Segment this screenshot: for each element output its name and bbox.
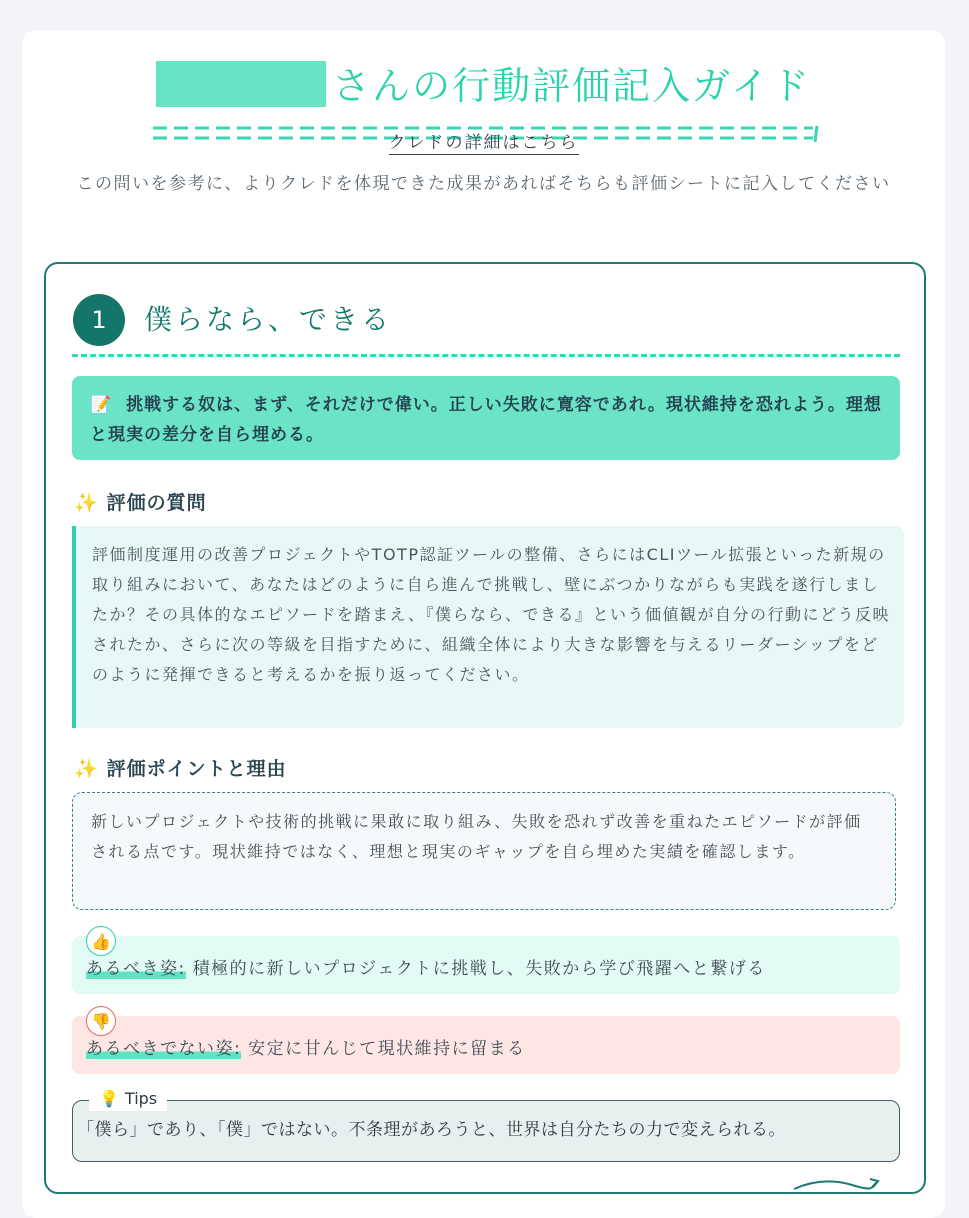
- section-divider: [72, 354, 900, 357]
- cred-detail-link[interactable]: クレドの詳細はこちら: [388, 133, 579, 153]
- credo-card: [44, 262, 926, 1194]
- cred-link-row: [22, 128, 945, 153]
- points-heading: [74, 754, 287, 781]
- squiggle-decoration: [792, 1175, 882, 1199]
- memo-icon: 📝: [90, 395, 113, 415]
- question-heading-label: 評価の質問: [106, 492, 207, 514]
- points-heading-label: 評価ポイントと理由: [106, 758, 287, 780]
- good-example-body: 積極的に新しいプロジェクトに挑戦し、失敗から学び飛躍へと繋げる: [185, 959, 766, 979]
- redacted-name: [156, 61, 326, 107]
- thumbs-down-icon: 👎: [86, 1006, 116, 1036]
- bad-example-label: あるべきでない姿:: [86, 1039, 242, 1059]
- sparkle-icon: ✨: [74, 758, 99, 780]
- motto-text: 挑戦する奴は、まず、それだけで偉い。正しい失敗に寛容であれ。現状維持を恐れよう。理想と現実の差分を自ら埋める。: [90, 395, 882, 445]
- good-example-text: [86, 954, 766, 979]
- page-container: [22, 30, 945, 1218]
- question-text: 評価制度運用の改善プロジェクトやTOTP認証ツールの整備、さらにはCLIツール拡張といった新規の取り組みにおいて、あなたはどのように自ら進んで挑戦し、壁にぶつかりながらも実践を遂行しましたか？その具体的なエピソードを踏まえ、『僕らなら、できる』という価値観が自分の行動にどう反映されたか、さらに次の等級を目指すために、組織全体により大きな影響を与えるリーダーシップをどのように発揮できると考えるかを振り返ってください。: [72, 526, 904, 728]
- tips-label-text: Tips: [124, 1089, 158, 1108]
- good-example-label: あるべき姿:: [86, 959, 186, 979]
- bad-example-row: [72, 1011, 900, 1074]
- good-example-row: [72, 931, 900, 994]
- page-title: さんの行動評価記入ガイド: [332, 64, 811, 108]
- bad-example-text: [86, 1034, 526, 1059]
- thumbs-up-icon: 👍: [86, 926, 116, 956]
- points-text: 新しいプロジェクトや技術的挑戦に果敢に取り組み、失敗を恐れず改善を重ねたエピソードが評価される点です。現状維持ではなく、理想と現実のギャップを自ら埋めた実績を確認します。: [72, 792, 896, 910]
- motto-box: [72, 376, 900, 460]
- bad-example-body: 安定に甘んじて現状維持に留まる: [241, 1039, 526, 1059]
- tips-label: [89, 1087, 167, 1111]
- section-number-badge: 1: [73, 294, 125, 346]
- lightbulb-icon: 💡: [99, 1089, 119, 1108]
- tips-text: 「僕ら」であり、「僕」ではない。不条理があろうと、世界は自分たちの力で変えられる。: [77, 1120, 786, 1140]
- title-row: [22, 46, 945, 126]
- intro-text: この問いを参考に、よりクレドを体現できた成果があればそちらも評価シートに記入してください: [76, 174, 891, 194]
- tips-box: [72, 1089, 900, 1162]
- sparkle-icon: ✨: [74, 492, 99, 514]
- question-heading: [74, 488, 207, 515]
- section-title: 僕らなら、できる: [144, 303, 393, 336]
